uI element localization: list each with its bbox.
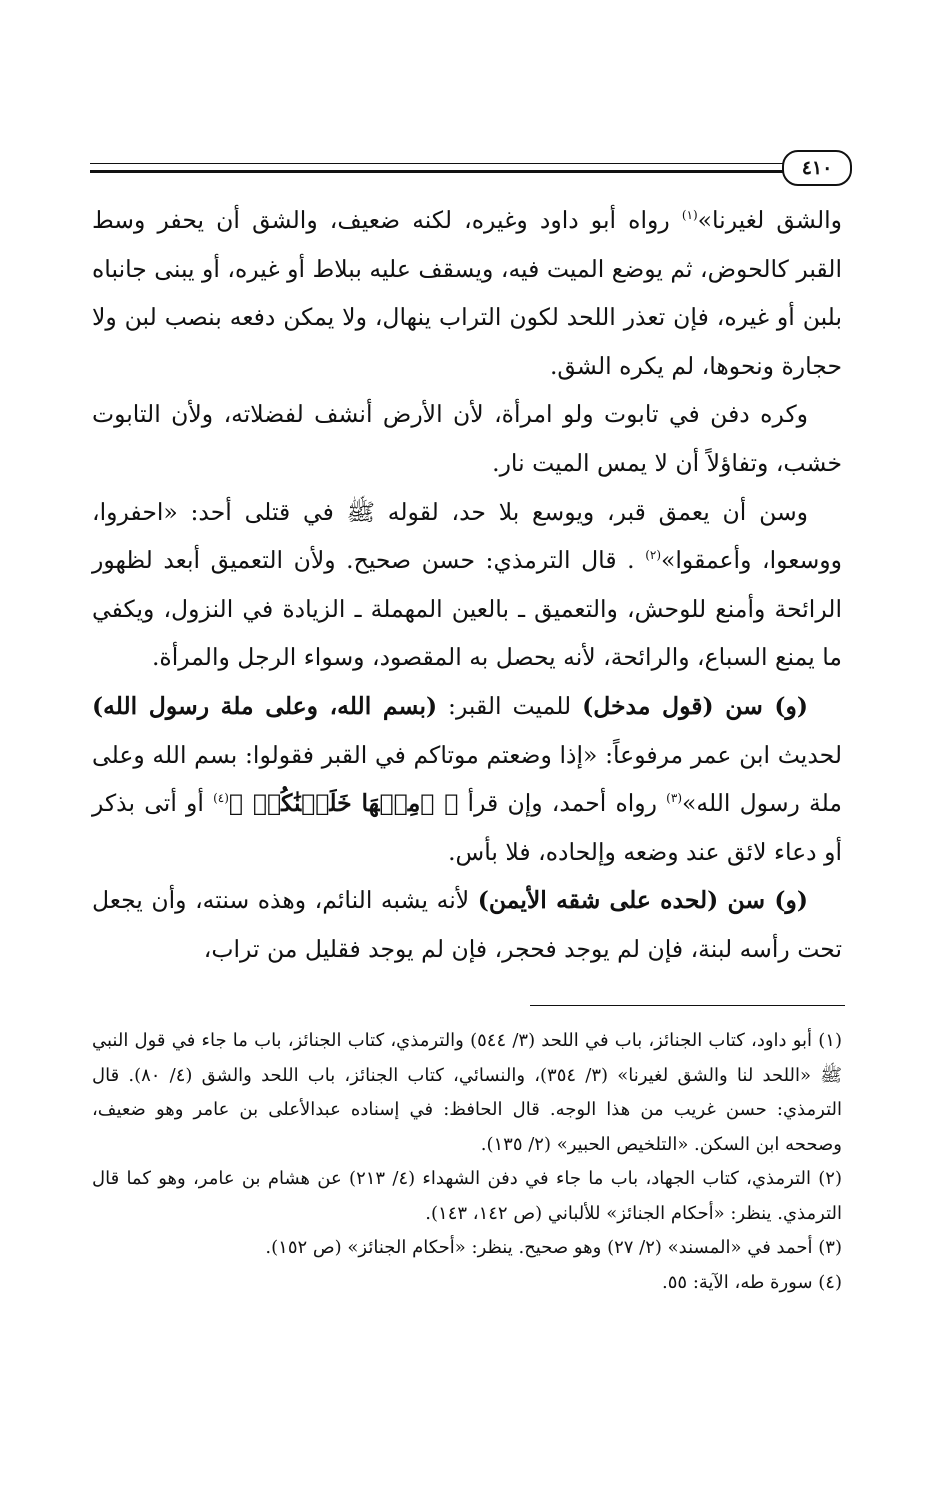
- main-text: [92, 196, 842, 974]
- quran-quote: ﴿ ۞مِنۡهَا خَلَقۡنَٰكُمۡ ﴾: [228, 789, 459, 818]
- paragraph: [92, 876, 842, 973]
- text-run: رواه أبو داود وغيره، لكنه ضعيف، والشق أن يحفر وسط القبر كالحوض، ثم يوضع الميت فيه، ويسقف عليه ببلاط أو غيره، أو يبنى جانباه بلبن أو غيره، فإن تعذر اللحد لكون التراب ينهال، ولا يمكن دفعه بنصب لبن ولا حجارة ونحوها، لم يكره الشق.: [92, 206, 842, 380]
- text-run: لأنه يشبه النائم، وهذه سنته، وأن يجعل تحت رأسه لبنة، فإن لم يوجد فحجر، فإن لم يوجد فقليل من تراب،: [92, 886, 842, 963]
- footnote: (٣) أحمد في «المسند» (٢/ ٢٧) وهو صحيح. ينظر: «أحكام الجنائز» (ص ١٥٢).: [265, 1237, 842, 1258]
- page-header: [90, 150, 852, 186]
- footnote: (٢) الترمذي، كتاب الجهاد، باب ما جاء في دفن الشهداء (٤/ ٢١٣) عن هشام بن عامر، وهو كما قال الترمذي. ينظر: «أحكام الجنائز» للألباني (ص ١٤٢، ١٤٣).: [92, 1168, 842, 1224]
- paragraph: [92, 390, 842, 487]
- footnote-separator: [530, 1005, 845, 1006]
- bold-term: (و) سن (قول مدخل): [582, 691, 809, 720]
- text-run: للميت القبر:: [437, 691, 583, 720]
- paragraph: [92, 682, 842, 876]
- text-run: وكره دفن في تابوت ولو امرأة، لأن الأرض أنشف لفضلاته، ولأن التابوت خشب، وتفاؤلاً أن لا يمس الميت نار.: [92, 400, 842, 477]
- text-run: . قال الترمذي: حسن صحيح. ولأن التعميق أبعد لظهور الرائحة وأمنع للوحش، والتعميق ـ بالعين المهملة ـ الزيادة في النزول، ويكفي ما يمنع السباع، والرائحة، لأنه يحصل به المقصود، وسواء الرجل والمرأة.: [92, 546, 842, 672]
- bold-term: (و) سن (لحده على شقه الأيمن): [477, 886, 808, 915]
- text-run: أو أتى بذكر أو دعاء لائق عند وضعه وإلحاده، فلا بأس.: [92, 789, 842, 866]
- footnote-marker: (٣): [666, 791, 682, 806]
- footnote-marker: (٤): [213, 791, 229, 806]
- header-rule: [90, 163, 802, 164]
- text-run: رواه أحمد، وإن قرأ: [458, 789, 667, 818]
- paragraph: [92, 196, 842, 390]
- footnote-marker: (٢): [645, 548, 662, 563]
- text-run: وسن أن يعمق قبر، ويوسع بلا حد، لقوله ﷺ في قتلى أحد: «احفروا، ووسعوا، وأعمقوا»: [92, 497, 842, 575]
- text-run: لحديث ابن عمر مرفوعاً: «إذا وضعتم موتاكم في القبر فقولوا: بسم الله وعلى ملة رسول الله»: [92, 740, 842, 818]
- footnote-marker: (١): [681, 208, 698, 223]
- header-rule-thick: [90, 170, 802, 173]
- page-number: ٤١٠: [782, 150, 852, 186]
- bold-term: (بسم الله، وعلى ملة رسول الله): [92, 691, 438, 720]
- footnote: (١) أبو داود، كتاب الجنائز، باب في اللحد (٣/ ٥٤٤) والترمذي، كتاب الجنائز، باب ما جاء في قول النبي ﷺ «اللحد لنا والشق لغيرنا» (٣/ ٣٥٤)، والنسائي، كتاب الجنائز، باب اللحد والشق (٤/ ٨٠). قال الترمذي: حسن غريب من هذا الوجه. قال الحافظ: في إسناده عبدالأعلى بن عامر وهو ضعيف، وصححه ابن السكن. «التلخيص الحبير» (٢/ ١٣٥).: [92, 1030, 842, 1155]
- text-run: والشق لغيرنا»: [697, 206, 842, 234]
- paragraph: [92, 488, 842, 682]
- footnote: (٤) سورة طه، الآية: ٥٥.: [662, 1271, 842, 1293]
- footnotes: [92, 1024, 842, 1300]
